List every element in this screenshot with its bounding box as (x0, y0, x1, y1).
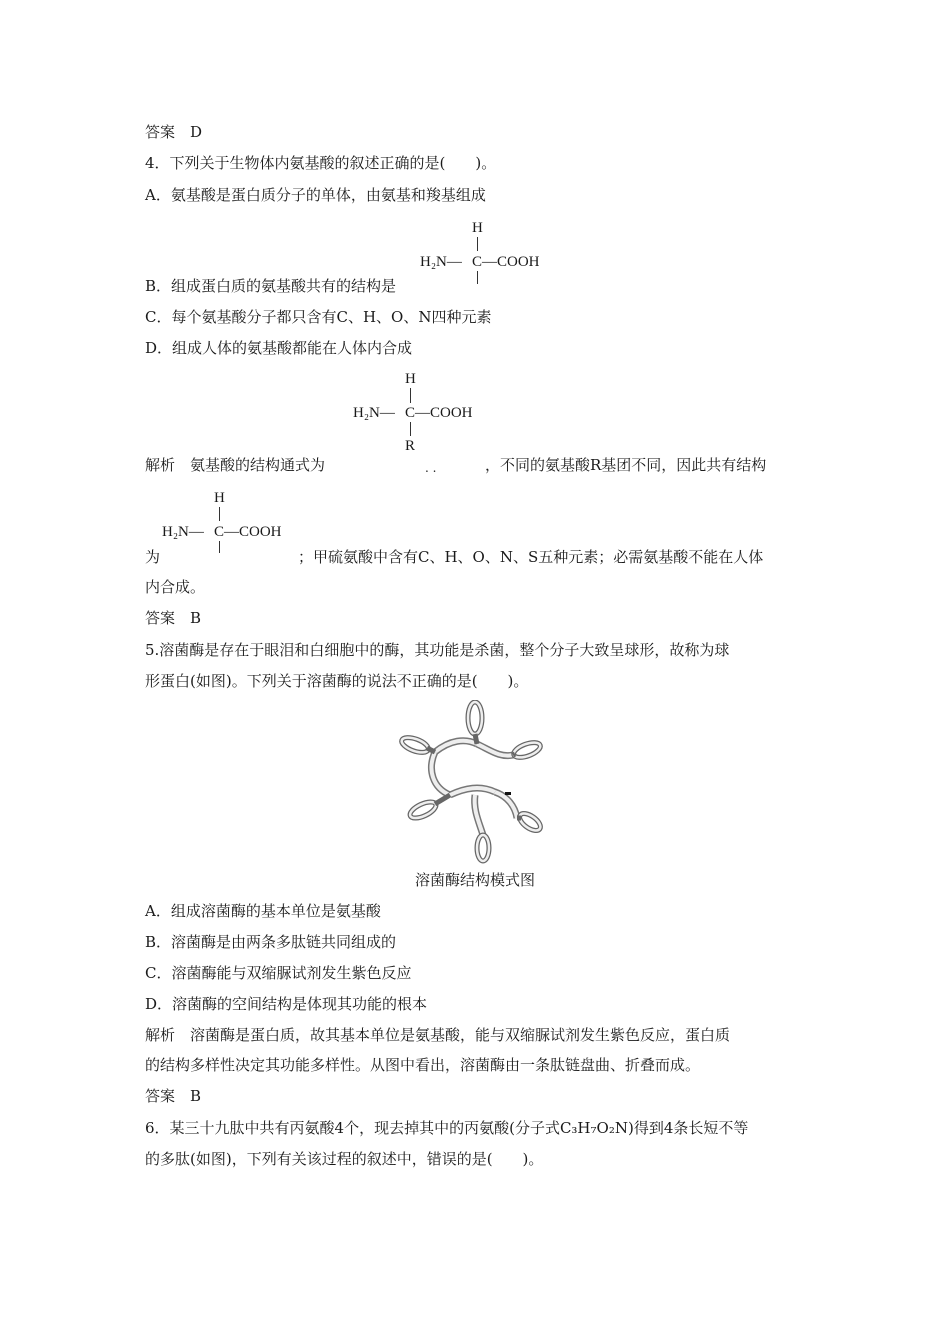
formula-carboxyl: —COOH (224, 524, 282, 540)
explanation-5-line-1: 解析 溶菌酶是蛋白质，故其基本单位是氨基酸，能与双缩脲试剂发生紫色反应，蛋白质 (145, 1026, 731, 1044)
bond-bottom (477, 271, 478, 284)
bond-top (219, 507, 220, 521)
amino-common-structure-formula-1 (420, 220, 560, 284)
answer-3: 答案 D (145, 123, 203, 141)
lysozyme-structure-figure (395, 700, 555, 865)
question-4: 4．下列关于生物体内氨基酸的叙述正确的是( )。 (145, 154, 497, 172)
explanation-4-part-2: ，不同的氨基酸R基团不同，因此共有结构 (485, 456, 767, 474)
explanation-4-part-4: ；甲硫氨酸中含有C、H、O、N、S五种元素；必需氨基酸不能在人体 (298, 548, 764, 566)
formula-dots: . . (425, 461, 437, 475)
question-5-line-2: 形蛋白(如图)。下列关于溶菌酶的说法不正确的是( )。 (145, 672, 529, 690)
formula-carbon: C (405, 405, 416, 421)
amino-common-structure-formula-2 (162, 490, 302, 554)
question-5-option-a: A．组成溶菌酶的基本单位是氨基酸 (145, 902, 381, 920)
question-4-option-a: A．氨基酸是蛋白质分子的单体，由氨基和羧基组成 (145, 186, 486, 204)
figure-caption: 溶菌酶结构模式图 (414, 871, 535, 889)
question-5-option-d: D．溶菌酶的空间结构是体现其功能的根本 (145, 995, 428, 1013)
formula-carbon: C (214, 524, 225, 540)
question-5-line-1: 5.溶菌酶是存在于眼泪和白细胞中的酶，其功能是杀菌，整个分子大致呈球形，故称为球 (145, 641, 730, 659)
formula-amine: H₂N— (162, 524, 204, 540)
explanation-5-line-2: 的结构多样性决定其功能多样性。从图中看出，溶菌酶由一条肽链盘曲、折叠而成。 (145, 1056, 701, 1074)
explanation-4-part-3: 为 (145, 548, 161, 566)
formula-carboxyl: —COOH (415, 405, 473, 421)
answer-4: 答案 B (145, 609, 202, 627)
bond-bottom (410, 422, 411, 436)
amino-general-formula (353, 371, 493, 453)
bond-top (410, 388, 411, 403)
formula-h: H (405, 371, 416, 387)
formula-amine: H₂N— (420, 254, 462, 270)
question-4-option-c: C．每个氨基酸分子都只含有C、H、O、N四种元素 (145, 308, 492, 326)
bond-bottom (219, 541, 220, 553)
explanation-4-part-1: 解析 氨基酸的结构通式为 (145, 456, 326, 474)
formula-h: H (214, 490, 225, 506)
figure-mark (505, 792, 511, 795)
bond-top (477, 237, 478, 251)
formula-carboxyl: —COOH (482, 254, 540, 270)
formula-r: R (405, 438, 416, 454)
question-6-line-1: 6．某三十九肽中共有丙氨酸4个，现去掉其中的丙氨酸(分子式C₃H₇O₂N)得到4条长短不等 (145, 1119, 749, 1137)
question-4-option-d: D．组成人体的氨基酸都能在人体内合成 (145, 339, 413, 357)
question-6-line-2: 的多肽(如图)，下列有关该过程的叙述中，错误的是( )。 (145, 1150, 544, 1168)
formula-h: H (472, 220, 483, 236)
question-5-option-c: C．溶菌酶能与双缩脲试剂发生紫色反应 (145, 964, 412, 982)
answer-5: 答案 B (145, 1087, 202, 1105)
formula-amine: H₂N— (353, 405, 395, 421)
formula-carbon: C (472, 254, 483, 270)
explanation-4-part-5: 内合成。 (145, 578, 206, 596)
question-4-option-b: B．组成蛋白质的氨基酸共有的结构是 (145, 277, 397, 295)
question-5-option-b: B．溶菌酶是由两条多肽链共同组成的 (145, 933, 397, 951)
